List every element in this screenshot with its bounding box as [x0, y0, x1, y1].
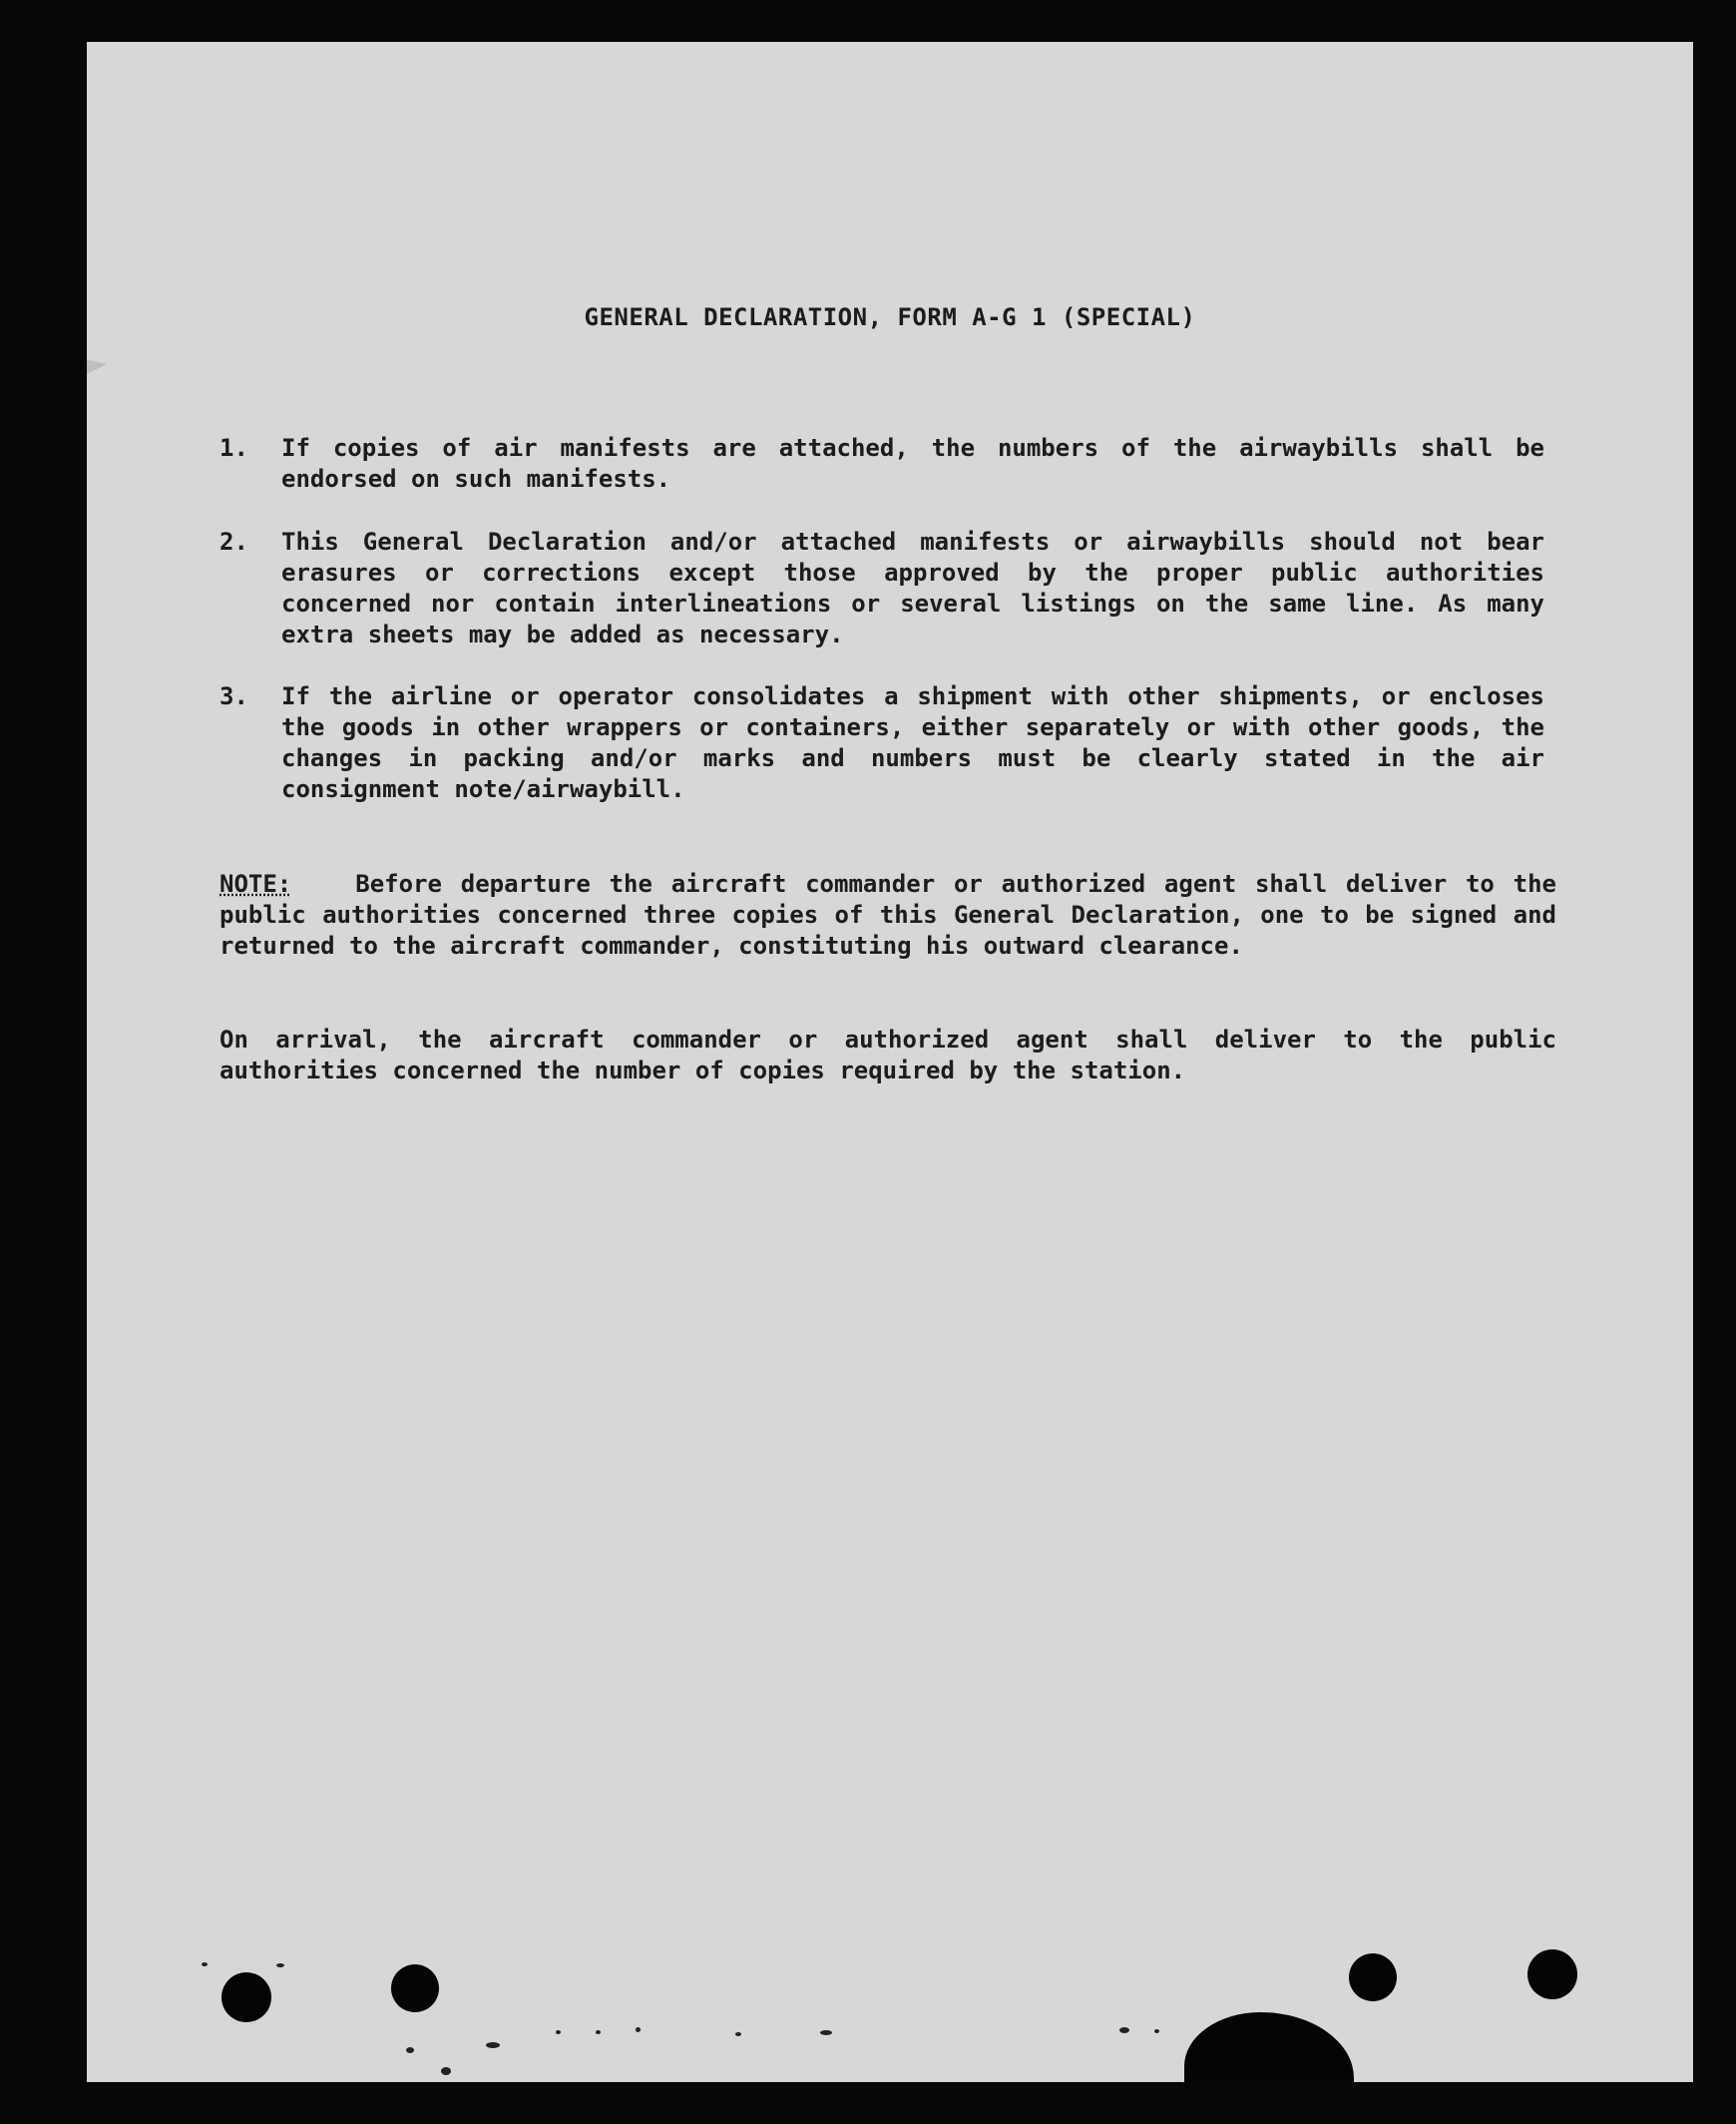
list-item — [219, 527, 1556, 656]
note-label: NOTE: — [219, 870, 292, 898]
burn-damage — [1184, 2012, 1354, 2082]
speck — [735, 2032, 741, 2036]
punch-hole — [221, 1972, 271, 2022]
item-number: 3. — [219, 682, 248, 710]
document-page — [87, 42, 1693, 2082]
item-number: 2. — [219, 528, 248, 556]
document-title: GENERAL DECLARATION, FORM A-G 1 (SPECIAL) — [584, 303, 1196, 331]
speck — [202, 1962, 208, 1966]
item-text: This General Declaration and/or attached manifests or airwaybills should not bear erasures or corrections except those approved by the proper public authorities concerned nor contain interlineations or several listings on the same line. As many extra sheets may be added as necessary. — [281, 528, 1544, 648]
list-item — [219, 433, 1556, 503]
punch-hole — [391, 1964, 439, 2012]
speck — [820, 2030, 832, 2035]
note-paragraph — [219, 869, 1556, 962]
speck — [556, 2030, 561, 2034]
speck — [1154, 2029, 1159, 2033]
punch-hole — [1349, 1953, 1397, 2001]
note-text: Before departure the aircraft commander or authorized agent shall deliver to the public authorities concerned three copies of this General Declaration, one to be signed and returned to the aircraft commander, constituting his outward clearance. — [219, 870, 1556, 960]
speck — [406, 2047, 414, 2053]
item-text: If the airline or operator consolidates a shipment with other shipments, or encloses the goods in other wrappers or containers, either separately or with other goods, the changes in packing and/or marks and numbers must be clearly stated in the air consignment note/airwaybill. — [281, 682, 1544, 803]
item-text: If copies of air manifests are attached, the numbers of the airwaybills shall be endorsed on such manifests. — [281, 434, 1544, 493]
punch-hole — [1527, 1949, 1577, 1999]
item-number: 1. — [219, 434, 248, 462]
speck — [1119, 2027, 1129, 2033]
speck — [486, 2042, 500, 2048]
speck — [441, 2067, 451, 2075]
speck — [276, 1963, 284, 1967]
list-item — [219, 681, 1556, 811]
speck — [636, 2027, 641, 2032]
torn-corner — [87, 346, 107, 404]
speck — [596, 2030, 601, 2034]
arrival-paragraph: On arrival, the aircraft commander or authorized agent shall deliver to the public authorities concerned the number of copies required by the station. — [219, 1026, 1556, 1084]
